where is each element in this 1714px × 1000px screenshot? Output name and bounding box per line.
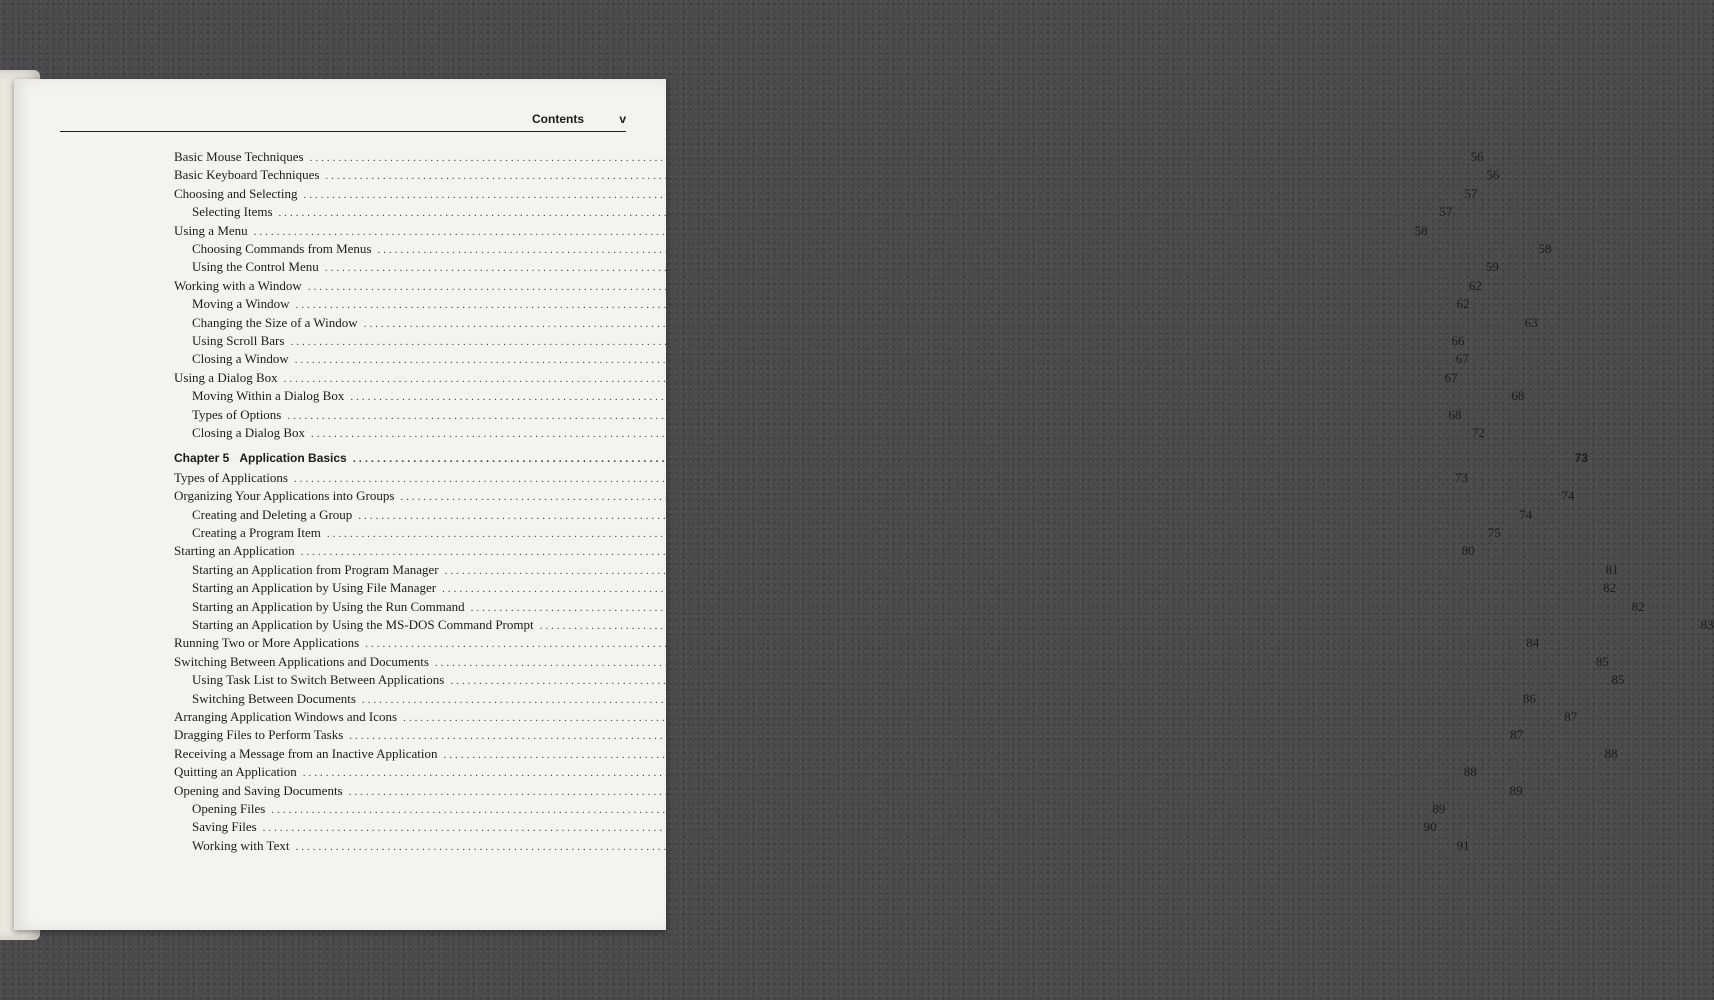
toc-entry-title: Organizing Your Applications into Groups — [174, 488, 395, 504]
toc-leader-dots: ........................................................................................................................................................................................................ — [350, 391, 1501, 404]
toc-entry-title: Starting an Application by Using File Manager — [192, 580, 437, 596]
toc-page-number: 62 — [1456, 296, 1470, 312]
toc-entry-title: Types of Applications — [174, 469, 288, 485]
toc-entry-title: Choosing and Selecting — [174, 185, 298, 201]
toc-page-number: 82 — [1631, 598, 1645, 614]
toc-leader-dots: ........................................................................................................................................................................................................ — [403, 712, 1554, 724]
toc-page-number: 62 — [1468, 277, 1482, 293]
toc-entry — [174, 617, 1714, 635]
toc-entry-title: Using a Menu — [174, 222, 248, 238]
toc-entry-title: Types of Options — [192, 406, 282, 422]
toc-page-number: 74 — [1519, 506, 1533, 522]
toc-page-number: 87 — [1564, 709, 1578, 724]
toc-leader-dots: ........................................................................................................................................................................................................ — [539, 620, 1690, 632]
toc-leader-dots: ........................................................................................................................................................................................................ — [442, 583, 1593, 596]
toc-entry-title: Closing a Dialog Box — [192, 425, 306, 440]
toc-page-number: 68 — [1448, 406, 1462, 422]
toc-entry-title: Basic Keyboard Techniques — [174, 167, 320, 183]
toc-entry-title: Receiving a Message from an Inactive Application — [174, 745, 438, 761]
toc-entry — [174, 543, 1475, 561]
running-head-page-number: v — [619, 112, 626, 126]
toc-entry-title: Changing the Size of a Window — [192, 314, 358, 330]
toc-leader-dots: ........................................................................................................................................................................................................ — [325, 170, 1476, 183]
toc-page-number: 68 — [1511, 388, 1525, 404]
toc-entry — [174, 149, 1484, 167]
toc-page-number: 85 — [1595, 653, 1609, 669]
toc-leader-dots: ........................................................................................................................................................................................................ — [262, 822, 1413, 835]
toc-entry — [174, 635, 1540, 653]
toc-page-number: 89 — [1432, 801, 1446, 816]
toc-entry-title: Switching Between Applications and Documents — [174, 653, 429, 669]
toc-leader-dots: ........................................................................................................................................................................................................ — [300, 546, 1451, 559]
toc-entry — [174, 185, 1478, 204]
toc-entry-title: Application Basics — [239, 451, 347, 466]
toc-entry-title: Using a Dialog Box — [174, 369, 278, 385]
toc-entry — [174, 672, 1625, 690]
toc-page-number: 58 — [1414, 222, 1428, 238]
toc-entry — [174, 241, 1552, 259]
toc-leader-dots: ........................................................................................................................................................................................................ — [253, 225, 1404, 238]
toc-entry — [174, 259, 1499, 277]
toc-entry — [174, 598, 1645, 617]
toc-leader-dots: ........................................................................................................................................................................................................ — [293, 472, 1444, 485]
toc-entry — [174, 690, 1536, 709]
toc-page-number: 87 — [1510, 727, 1524, 743]
toc-leader-dots: ........................................................................................................................................................................................................ — [307, 280, 1458, 293]
toc-entry-title: Starting an Application by Using the MS-DOS Command Prompt — [192, 617, 534, 632]
toc-entry-title: Creating and Deleting a Group — [192, 506, 353, 522]
toc-leader-dots: ........................................................................................................................................................................................................ — [377, 244, 1528, 256]
toc-leader-dots: ........................................................................................................................................................................................................ — [444, 564, 1595, 577]
toc-entry-title: Moving a Window — [192, 296, 290, 312]
toc-entry-title: Working with Text — [192, 837, 290, 853]
toc-page-number: 67 — [1444, 369, 1458, 385]
toc-leader-dots: ........................................................................................................................................................................................................ — [278, 207, 1429, 220]
toc-page-number: 66 — [1451, 333, 1465, 348]
toc-entry — [174, 469, 1468, 488]
running-head — [60, 111, 626, 132]
toc-page-number: 85 — [1611, 672, 1625, 688]
running-head-title: Contents — [532, 112, 584, 126]
toc-entry — [174, 782, 1523, 801]
toc-entry-title: Starting an Application — [174, 543, 295, 559]
toc-entry — [174, 314, 1538, 333]
toc-chapter-heading — [174, 451, 1588, 469]
toc-page-number: 72 — [1472, 425, 1486, 440]
toc-page-number: 90 — [1423, 819, 1437, 835]
toc-entry-title: Switching Between Documents — [192, 690, 356, 706]
toc-entry — [174, 837, 1470, 856]
toc-leader-dots: ........................................................................................................................................................................................................ — [303, 188, 1454, 201]
toc-entry-title: Saving Files — [192, 819, 257, 835]
toc-entry — [174, 204, 1453, 222]
toc-page-number: 73 — [1454, 469, 1468, 485]
toc-page-number: 59 — [1485, 259, 1499, 275]
toc-page-number: 86 — [1522, 690, 1536, 706]
toc-leader-dots: ........................................................................................................................................................................................................ — [283, 372, 1434, 385]
toc-leader-dots: ........................................................................................................................................................................................................ — [294, 354, 1445, 367]
toc-entry — [174, 819, 1437, 837]
toc-entry-title: Quitting an Application — [174, 764, 297, 780]
toc-page-number: 88 — [1463, 764, 1477, 780]
toc-entry-title: Dragging Files to Perform Tasks — [174, 727, 344, 743]
toc-page-number: 73 — [1574, 451, 1588, 466]
toc-leader-dots: ........................................................................................................................................................................................................ — [311, 428, 1462, 440]
toc-entry — [174, 296, 1470, 314]
toc-leader-dots: ........................................................................................................................................................................................................ — [271, 804, 1422, 816]
toc-entry — [174, 709, 1578, 727]
toc-leader-dots: ........................................................................................................................................................................................................ — [295, 840, 1446, 853]
toc-entry — [174, 801, 1446, 819]
toc-entry — [174, 580, 1617, 598]
toc-entry — [174, 425, 1486, 443]
toc-entry — [174, 764, 1477, 782]
toc-leader-dots: ........................................................................................................................................................................................................ — [324, 262, 1475, 275]
toc-entry-title: Working with a Window — [174, 277, 302, 293]
toc-entry-title: Using the Control Menu — [192, 259, 319, 275]
toc-leader-dots: ........................................................................................................................................................................................................ — [365, 638, 1516, 651]
toc-entry-title: Moving Within a Dialog Box — [192, 388, 345, 404]
toc-leader-dots: ........................................................................................................................................................................................................ — [434, 656, 1585, 669]
toc-entry-title: Creating a Program Item — [192, 525, 321, 540]
toc-leader-dots: ........................................................................................................................................................................................................ — [358, 509, 1509, 522]
toc-leader-dots: ........................................................................................................................................................................................................ — [287, 409, 1438, 422]
toc-page-number: 56 — [1470, 149, 1484, 164]
toc-entry-title: Basic Mouse Techniques — [174, 149, 304, 164]
toc-entry — [174, 488, 1575, 506]
toc-page-number: 91 — [1456, 837, 1470, 853]
toc-leader-dots: ........................................................................................................................................................................................................ — [400, 491, 1551, 504]
toc-entry-title: Choosing Commands from Menus — [192, 241, 372, 256]
toc-entry — [174, 277, 1482, 296]
toc-entry — [174, 406, 1462, 425]
toc-leader-dots: ........................................................................................................................................................................................................ — [302, 767, 1453, 780]
toc-leader-dots: ........................................................................................................................................................................................................ — [309, 152, 1460, 164]
toc-entry-title: Arranging Application Windows and Icons — [174, 709, 398, 724]
toc-leader-dots: ........................................................................................................................................................................................................ — [295, 299, 1446, 312]
toc-page-number: 56 — [1486, 167, 1500, 183]
toc-leader-dots: ........................................................................................................................................................................................................ — [363, 317, 1514, 330]
toc-entry — [174, 506, 1533, 525]
toc-entry-title: Starting an Application by Using the Run Command — [192, 598, 465, 614]
book-page — [14, 79, 1714, 930]
toc-entry — [174, 369, 1458, 388]
toc-leader-dots: ........................................................................................................................................................................................................ — [361, 693, 1512, 706]
toc-page-number: 81 — [1605, 561, 1619, 577]
toc-page-number: 75 — [1487, 525, 1501, 540]
toc-page-number: 57 — [1439, 204, 1453, 220]
toc-leader-dots: ........................................................................................................................................................................................................ — [348, 785, 1499, 798]
toc-leader-dots: ........................................................................................................................................................................................................ — [450, 675, 1601, 688]
toc-page-number: 80 — [1461, 543, 1475, 559]
toc-page-number: 57 — [1464, 185, 1478, 201]
toc-entry — [174, 745, 1618, 764]
toc-entry — [174, 561, 1619, 580]
toc-leader-dots: ........................................................................................................................................................................................................ — [470, 601, 1621, 614]
toc-chapter-label: Chapter 5 — [174, 451, 230, 466]
toc-entry — [174, 351, 1469, 369]
toc-page-number: 74 — [1561, 488, 1575, 504]
toc-entry — [174, 333, 1465, 351]
toc-entry-title: Using Scroll Bars — [192, 333, 285, 348]
toc-page-number: 88 — [1604, 745, 1618, 761]
toc-leader-dots: ........................................................................................................................................................................................................ — [443, 748, 1594, 761]
toc-entry-title: Using Task List to Switch Between Applications — [192, 672, 445, 688]
toc-entry — [174, 653, 1609, 672]
toc-leader-dots: ........................................................................................................................................................................................................ — [352, 453, 1564, 466]
toc-page-number: 83 — [1700, 617, 1714, 632]
toc-entry-title: Opening Files — [192, 801, 266, 816]
toc-page-number: 63 — [1524, 314, 1538, 330]
toc-page-number: 58 — [1538, 241, 1552, 256]
toc-page-number: 67 — [1455, 351, 1469, 367]
toc-entry — [174, 388, 1525, 406]
toc-entry — [174, 727, 1524, 745]
toc-page-number: 89 — [1509, 782, 1523, 798]
toc-leader-dots: ........................................................................................................................................................................................................ — [326, 528, 1477, 540]
toc-entry-title: Closing a Window — [192, 351, 289, 367]
toc-leader-dots: ........................................................................................................................................................................................................ — [290, 336, 1441, 348]
toc-page-number: 84 — [1526, 635, 1540, 651]
toc-entry-title: Running Two or More Applications — [174, 635, 360, 651]
toc-entry — [174, 167, 1500, 185]
toc-entry-title: Selecting Items — [192, 204, 273, 220]
toc-leader-dots: ........................................................................................................................................................................................................ — [349, 730, 1500, 743]
toc-page-number: 82 — [1603, 580, 1617, 596]
toc-entry-title: Starting an Application from Program Manager — [192, 561, 439, 577]
toc-entry-title: Opening and Saving Documents — [174, 782, 343, 798]
toc-entry — [174, 525, 1501, 543]
toc-entry — [174, 222, 1428, 241]
